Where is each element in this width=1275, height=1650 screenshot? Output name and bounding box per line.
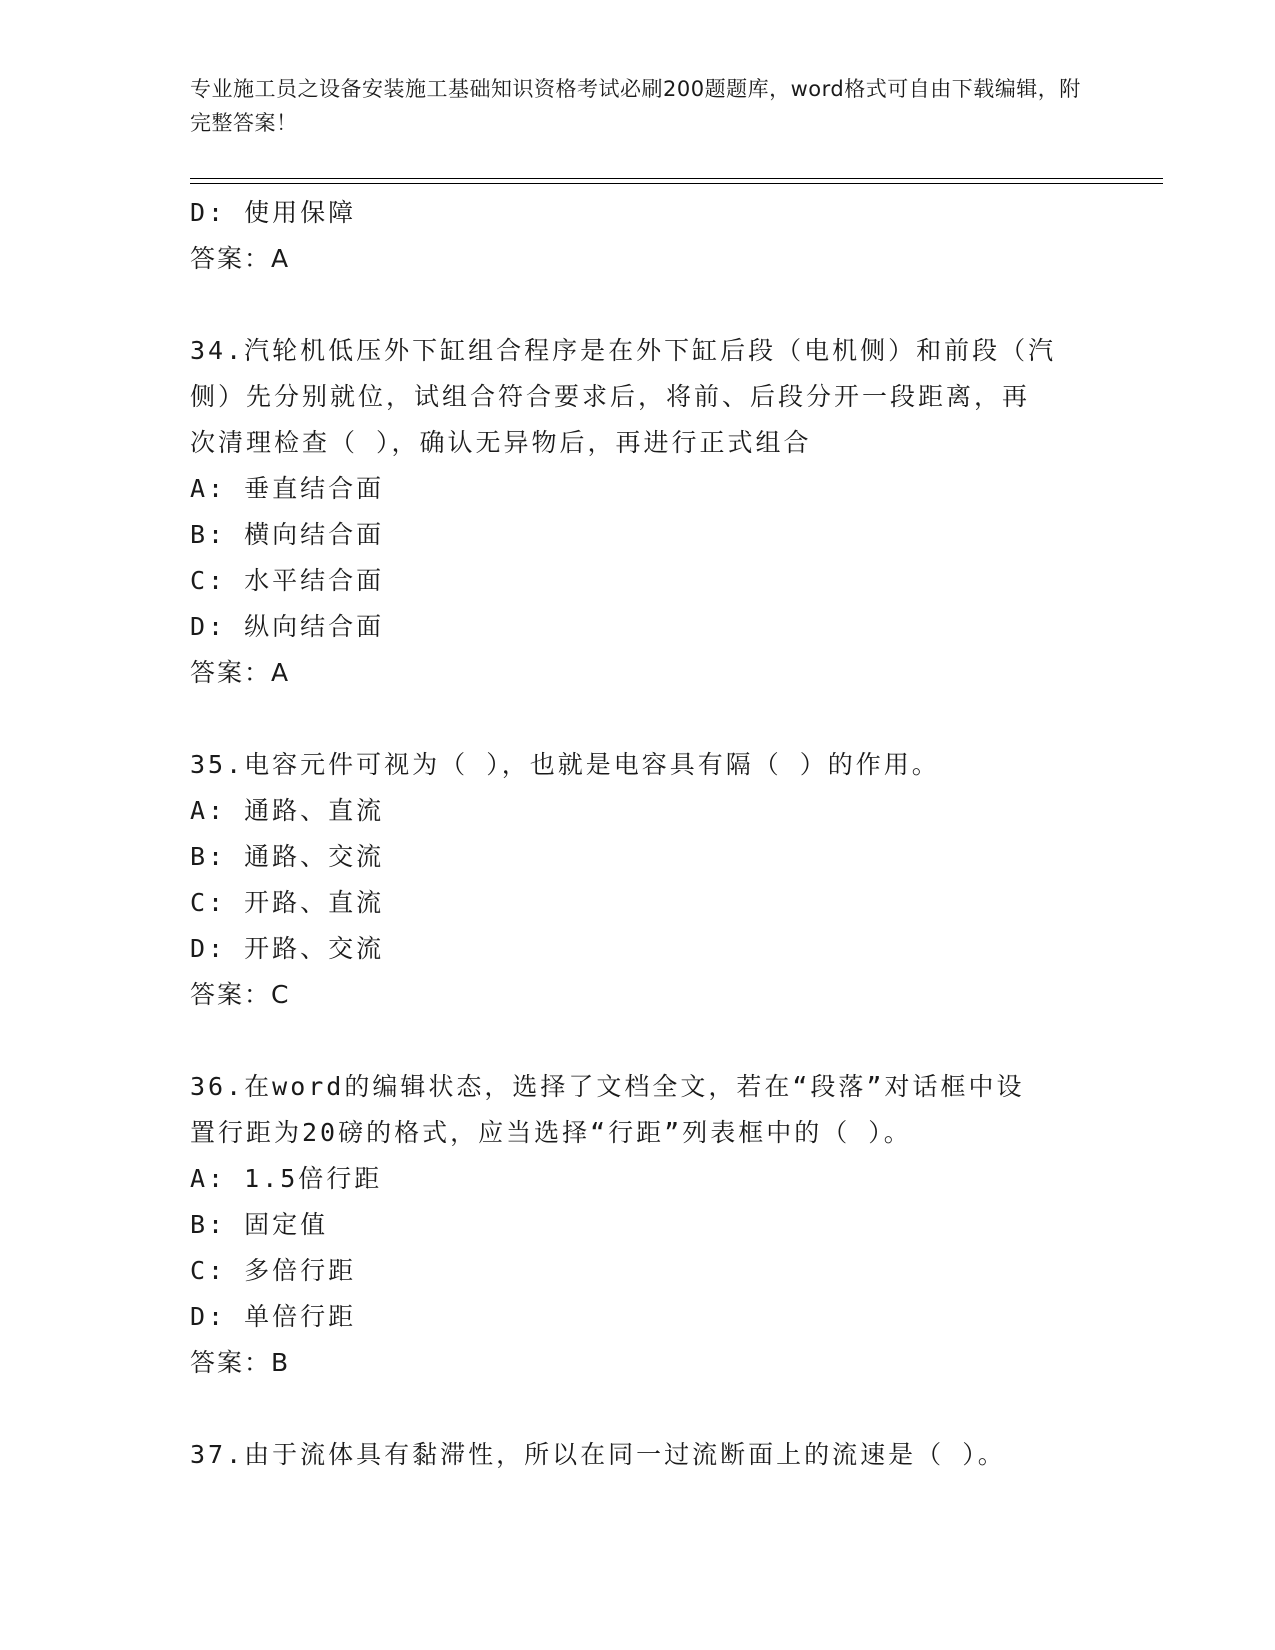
option-b: B: 横向结合面 <box>190 520 385 549</box>
header-title: 专业施工员之设备安装施工基础知识资格考试必刷200题题库，word格式可自由下载编辑，附完整答案！ <box>190 77 1081 135</box>
option-d: D: 纵向结合面 <box>190 612 385 641</box>
answer: 答案：B <box>190 1348 291 1377</box>
question-stem: 36.在word的编辑状态，选择了文档全文，若在“段落”对话框中设 置行距为20磅的格式，应当选择“行距”列表框中的（ ）。 <box>190 1072 1025 1147</box>
spacer <box>190 696 1090 742</box>
question-stem: 37.由于流体具有黏滞性，所以在同一过流断面上的流速是（ ）。 <box>190 1440 1006 1469</box>
option-c: C: 多倍行距 <box>190 1256 357 1285</box>
question-37 <box>190 1432 1090 1478</box>
question-stem: 35.电容元件可视为（ ），也就是电容具有隔（ ）的作用。 <box>190 750 940 779</box>
question-list <box>190 190 1090 1478</box>
option-d: D: 使用保障 <box>190 198 357 227</box>
answer: 答案：A <box>190 658 291 687</box>
option-a: A: 1.5倍行距 <box>190 1164 383 1193</box>
answer: 答案：C <box>190 980 291 1009</box>
option-a: A: 通路、直流 <box>190 796 385 825</box>
option-b: B: 固定值 <box>190 1210 329 1239</box>
question-34 <box>190 328 1090 696</box>
option-c: C: 水平结合面 <box>190 566 385 595</box>
document-header <box>190 72 1090 140</box>
spacer <box>190 1018 1090 1064</box>
header-rule-top <box>190 178 1163 179</box>
spacer <box>190 1386 1090 1432</box>
question-35 <box>190 742 1090 1018</box>
header-rule-bottom <box>190 183 1163 184</box>
option-a: A: 垂直结合面 <box>190 474 385 503</box>
option-d: D: 单倍行距 <box>190 1302 357 1331</box>
option-b: B: 通路、交流 <box>190 842 385 871</box>
spacer <box>190 282 1090 328</box>
option-c: C: 开路、直流 <box>190 888 385 917</box>
question-36 <box>190 1064 1090 1386</box>
question-stem: 34.汽轮机低压外下缸组合程序是在外下缸后段（电机侧）和前段（汽 侧）先分别就位，试组合符合要求后，将前、后段分开一段距离，再 次清理检查（ ），确认无异物后，再进行正式组合 <box>190 336 1057 457</box>
option-d: D: 开路、交流 <box>190 934 385 963</box>
answer: 答案：A <box>190 244 291 273</box>
